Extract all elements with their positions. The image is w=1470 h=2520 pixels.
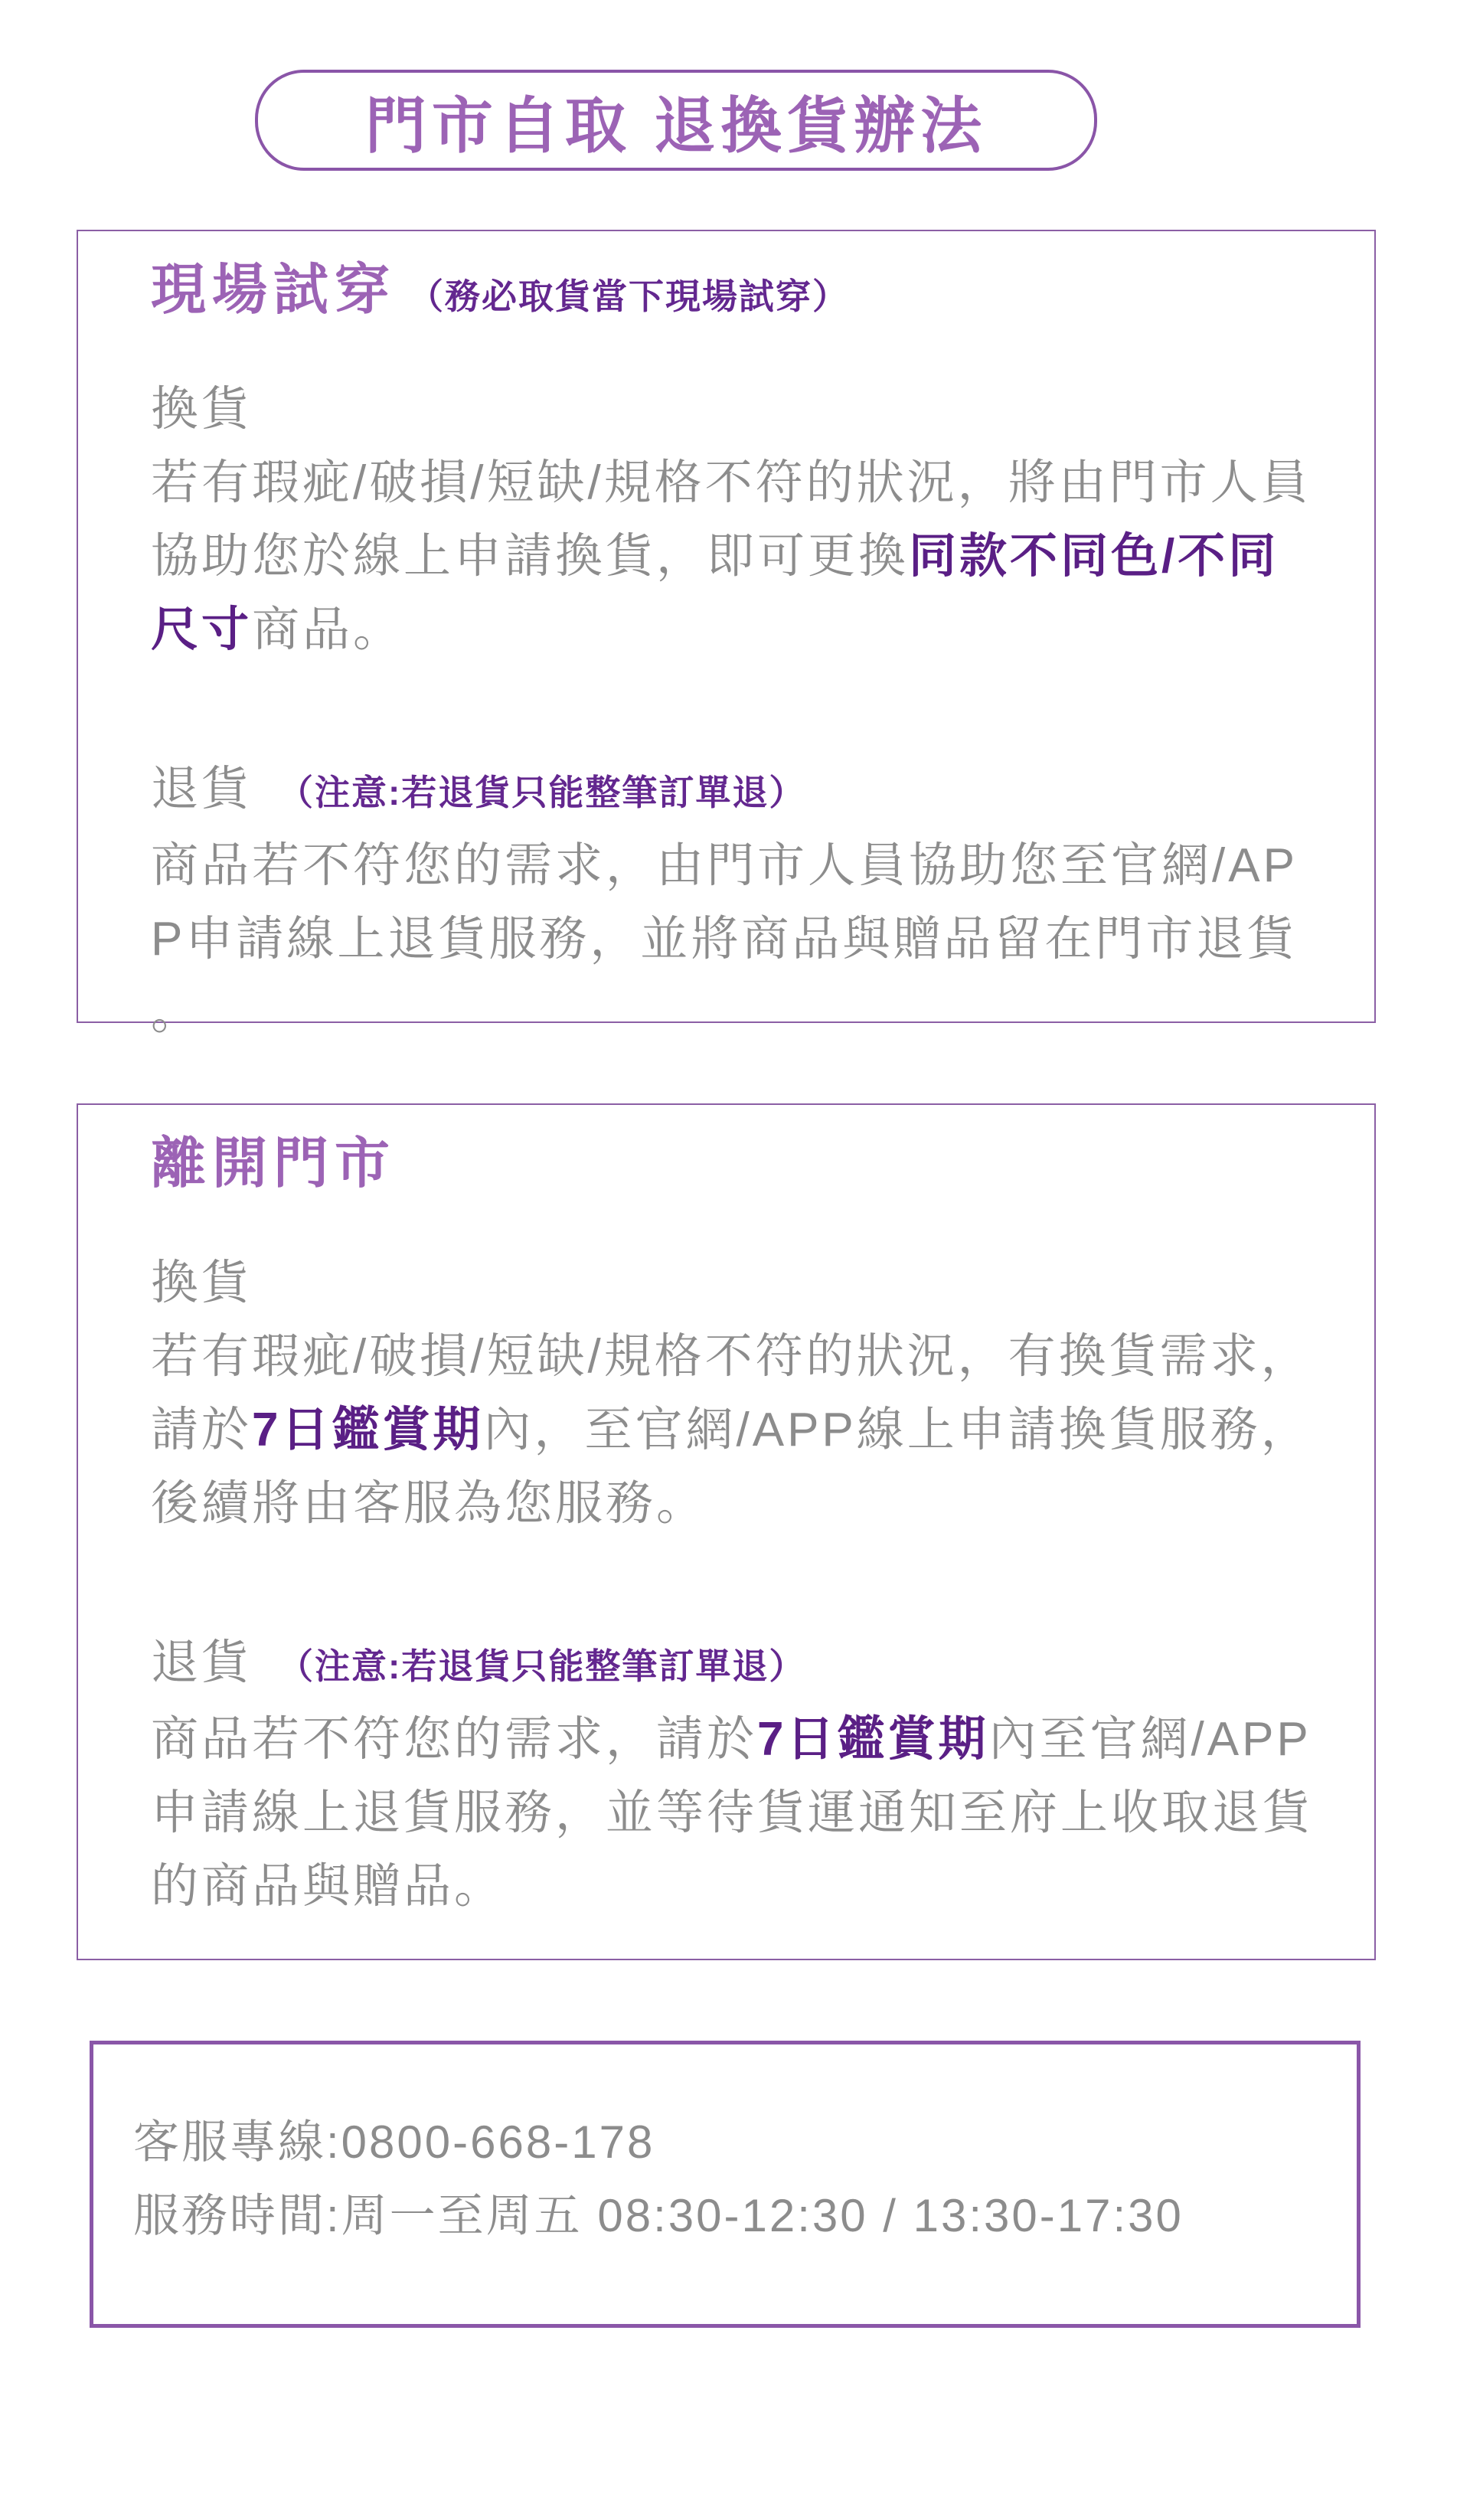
leave-return-text-2: 內至官網/APP申請線上退貨服務，並等待貨運通知至府上收取退貨的商品與贈品。: [151, 1712, 1314, 1913]
onsite-return-text: 商品若不符您的需求，由門市人員協助您至官網/APP申請線上退貨服務，並將商品與贈品留在門市退貨。: [151, 838, 1298, 1039]
section-onsite-heading-row: [151, 259, 1328, 322]
onsite-exchange-label: 換貨: [151, 382, 253, 436]
onsite-exchange-text-1: 若有瑕疵/破損/短缺/規格不符的狀況，將由門市人員協助您於線上申請換貨，即可更換: [151, 456, 1312, 583]
page-title-pill: [255, 70, 1097, 171]
leave-exchange-label: 換貨: [151, 1256, 253, 1309]
contact-hours: 服務時間:周一至周五 08:30-12:30 / 13:30-17:30: [133, 2190, 1184, 2241]
onsite-return-label: 退貨: [151, 762, 253, 815]
leave-return-label: 退貨: [151, 1636, 253, 1689]
leave-return-note: （注意:若退貨只能整筆訂單退）: [278, 1646, 806, 1686]
section-leave-heading: 離開門市: [151, 1133, 397, 1195]
leave-exchange-emphasis: 7日鑑賞期: [252, 1403, 484, 1456]
section-onsite-heading: 現場試穿: [151, 260, 397, 321]
section-leave-card: [77, 1103, 1376, 1960]
section-onsite-heading-note: （務必取貨當下現場試穿）: [408, 276, 850, 316]
section-leave-heading-row: [151, 1133, 1328, 1196]
leave-return-emphasis: 7日鑑賞期: [757, 1712, 989, 1766]
leave-return-label-row: [151, 1626, 1328, 1703]
leave-exchange-label-row: [151, 1247, 1328, 1320]
contact-card: [90, 2041, 1361, 2328]
section-onsite-card: [77, 230, 1376, 1039]
leave-exchange-text-2: 內，至官網/APP線上申請換貨服務，後續將由客服為您服務。: [151, 1403, 1312, 1530]
leave-return-text-1: 商品若不符您的需求，請於: [151, 1712, 758, 1766]
onsite-exchange-text-2: 商品。: [252, 603, 404, 656]
onsite-exchange-label-row: [151, 373, 1328, 446]
page-title: 門市自取 退換貨辦法: [364, 91, 988, 160]
onsite-return-label-row: [151, 753, 1328, 829]
onsite-return-note: （注意:若退貨只能整筆訂單退）: [278, 772, 806, 812]
onsite-return-paragraph: [151, 829, 1328, 1050]
onsite-exchange-paragraph: [151, 446, 1328, 667]
leave-exchange-text-1: 若有瑕疵/破損/短缺/規格不符的狀況，有換貨需求，請於: [151, 1329, 1312, 1456]
onsite-exchange-emphasis: 同款不同色/不同尺寸: [151, 529, 1279, 656]
contact-hotline: 客服專線:0800-668-178: [133, 2116, 655, 2168]
leave-return-paragraph: [151, 1703, 1328, 1924]
leave-exchange-paragraph: [151, 1320, 1328, 1541]
